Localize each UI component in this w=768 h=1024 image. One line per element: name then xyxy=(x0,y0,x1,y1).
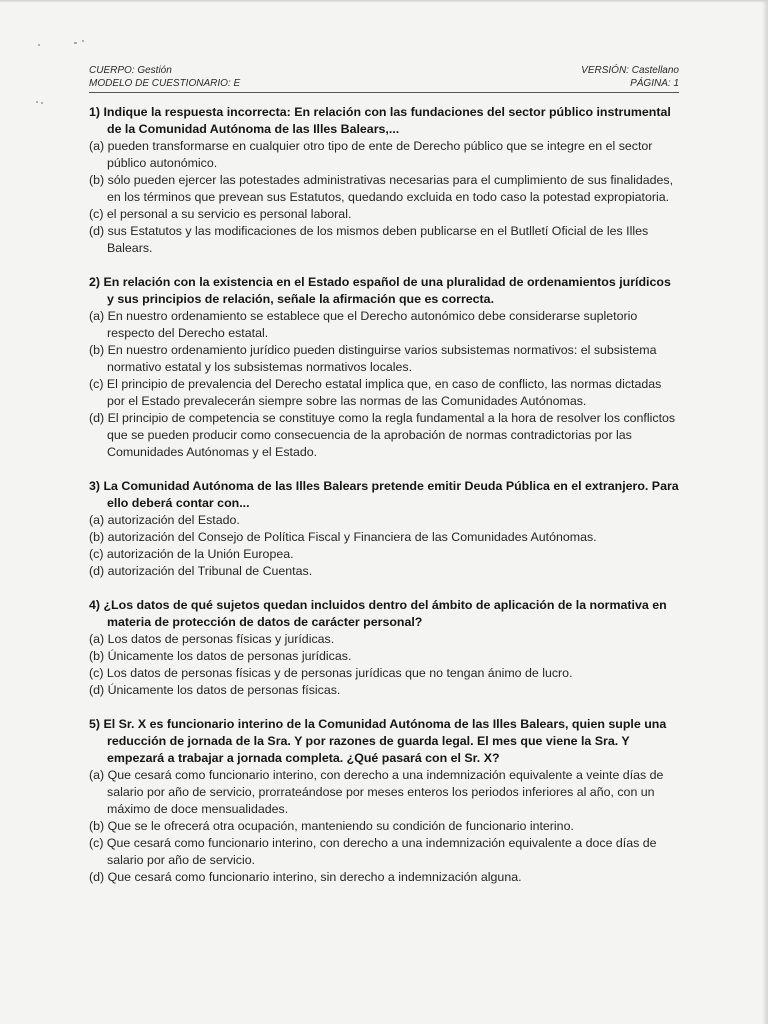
header-row-2 xyxy=(89,77,679,90)
option-d: (d) El principio de competencia se constituye como la regla fundamental a la hora de resolver los conflictos que se pueden producir como consecuencia de la aprobación de normas contradictorias por las Comunidades Autónomas y el Estado. xyxy=(89,411,676,459)
question-number: 3) xyxy=(89,479,101,493)
option-a: (a) pueden transformarse en cualquier otro tipo de ente de Derecho público que se integre en el sector público autonómico. xyxy=(89,139,653,170)
scan-speck xyxy=(41,102,43,104)
option-d: (d) autorización del Tribunal de Cuentas. xyxy=(89,564,313,578)
questionnaire xyxy=(89,104,681,903)
question-1 xyxy=(89,104,681,257)
option-b: (b) En nuestro ordenamiento jurídico pueden distinguirse varios subsistemas normativos: el subsistema normativo estatal y los subsistemas normativos locales. xyxy=(89,343,657,374)
question-text: Indique la respuesta incorrecta: En relación con las fundaciones del sector público instrumental de la Comunidad Autónoma de las Illes Balears,... xyxy=(103,105,671,136)
option-c: (c) Los datos de personas físicas y de personas jurídicas que no tengan ánimo de lucro. xyxy=(89,666,573,680)
header-divider xyxy=(89,92,679,93)
option-b: (b) sólo pueden ejercer las potestades administrativas necesarias para el cumplimiento de sus finalidades, en los términos que prevean sus Estatutos, quedando excluida en todo caso la potestad expropiatoria. xyxy=(89,173,674,204)
option-c: (c) autorización de la Unión Europea. xyxy=(89,547,294,561)
question-number: 4) xyxy=(89,598,101,612)
question-stem xyxy=(89,716,681,767)
scan-edge-right xyxy=(762,0,768,1024)
header-version: VERSIÓN: Castellano xyxy=(581,65,679,76)
question-3 xyxy=(89,478,681,580)
question-4 xyxy=(89,597,681,699)
option-a: (a) En nuestro ordenamiento se establece que el Derecho autonómico debe considerarse supletorio respecto del Derecho estatal. xyxy=(89,309,638,340)
header-row-1 xyxy=(89,64,679,77)
question-stem xyxy=(89,597,681,631)
question-number: 5) xyxy=(89,717,101,731)
option-d: (d) Únicamente los datos de personas físicas. xyxy=(89,683,341,697)
option-d: (d) Que cesará como funcionario interino, sin derecho a indemnización alguna. xyxy=(89,870,522,884)
scan-speck xyxy=(82,40,84,42)
header-cuerpo: CUERPO: Gestión xyxy=(89,65,172,76)
question-stem xyxy=(89,104,681,138)
question-stem xyxy=(89,478,681,512)
question-5 xyxy=(89,716,681,886)
question-text: ¿Los datos de qué sujetos quedan incluidos dentro del ámbito de aplicación de la normativa en materia de protección de datos de carácter personal? xyxy=(103,598,667,629)
scan-speck xyxy=(36,101,38,103)
option-b: (b) Que se le ofrecerá otra ocupación, manteniendo su condición de funcionario interino. xyxy=(89,819,574,833)
option-b: (b) Únicamente los datos de personas jurídicas. xyxy=(89,649,352,663)
option-c: (c) El principio de prevalencia del Derecho estatal implica que, en caso de conflicto, las normas dictadas por el Estado prevalecerán siempre sobre las normas de las Comunidades Autónomas. xyxy=(89,377,662,408)
option-c: (c) Que cesará como funcionario interino, con derecho a una indemnización equivalente a doce días de salario por año de servicio. xyxy=(89,836,657,867)
page-header xyxy=(89,64,679,90)
option-b: (b) autorización del Consejo de Política Fiscal y Financiera de las Comunidades Autónomas. xyxy=(89,530,597,544)
scan-edge-top xyxy=(0,0,768,3)
question-number: 2) xyxy=(89,275,101,289)
option-d: (d) sus Estatutos y las modificaciones de los mismos deben publicarse en el Butlletí Oficial de les Illes Balears. xyxy=(89,224,649,255)
question-text: El Sr. X es funcionario interino de la Comunidad Autónoma de las Illes Balears, quien suple una reducción de jornada de la Sra. Y por razones de guarda legal. El mes que viene la Sra. Y empezará a trabajar a jornada completa. ¿Qué pasará con el Sr. X? xyxy=(103,717,667,765)
header-modelo: MODELO DE CUESTIONARIO: E xyxy=(89,78,241,89)
scan-speck xyxy=(74,42,77,44)
header-pagina: PÁGINA: 1 xyxy=(630,78,679,89)
question-number: 1) xyxy=(89,105,101,119)
option-c: (c) el personal a su servicio es personal laboral. xyxy=(89,207,352,221)
option-a: (a) Los datos de personas físicas y jurídicas. xyxy=(89,632,335,646)
question-text: En relación con la existencia en el Estado español de una pluralidad de ordenamientos jurídicos y sus principios de relación, señale la afirmación que es correcta. xyxy=(103,275,671,306)
question-text: La Comunidad Autónoma de las Illes Balears pretende emitir Deuda Pública en el extranjero. Para ello deberá contar con... xyxy=(103,479,679,510)
scan-speck xyxy=(38,44,40,46)
question-stem xyxy=(89,274,681,308)
question-2 xyxy=(89,274,681,461)
option-a: (a) autorización del Estado. xyxy=(89,513,240,527)
option-a: (a) Que cesará como funcionario interino, con derecho a una indemnización equivalente a veinte días de salario por año de servicio, prorrateándose por meses enteros los periodos inferiores al año, con un máximo de doce mensualidades. xyxy=(89,768,664,816)
